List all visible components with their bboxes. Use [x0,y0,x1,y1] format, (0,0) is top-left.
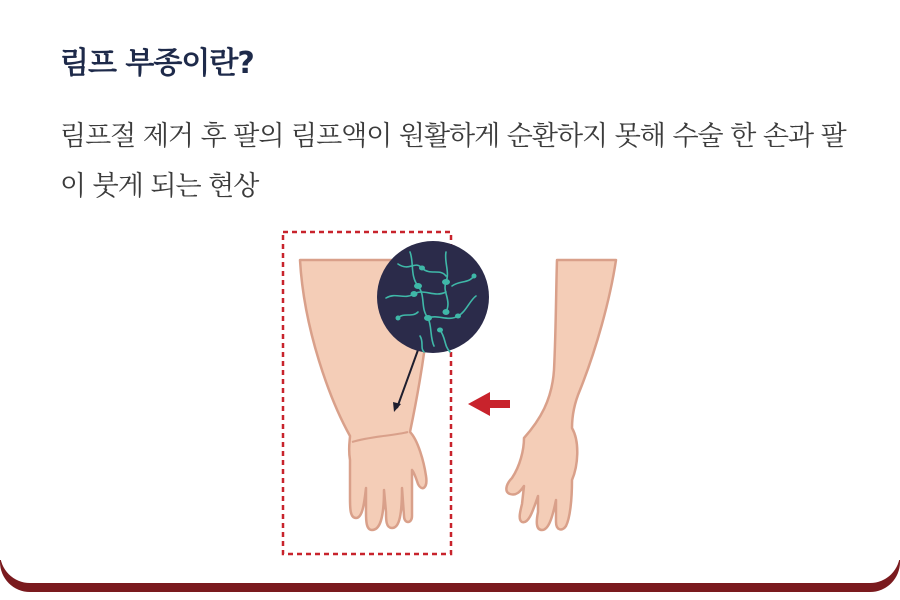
pointer-arrow-icon [468,392,510,416]
magnifier-icon [377,241,489,353]
description-text: 림프절 제거 후 팔의 림프액이 원활하게 순환하지 못해 수술 한 손과 팔이 붓게 되는 현상 [60,121,846,202]
page-title: 림프 부종이란? [60,46,254,81]
normal-arm-icon [506,260,616,530]
